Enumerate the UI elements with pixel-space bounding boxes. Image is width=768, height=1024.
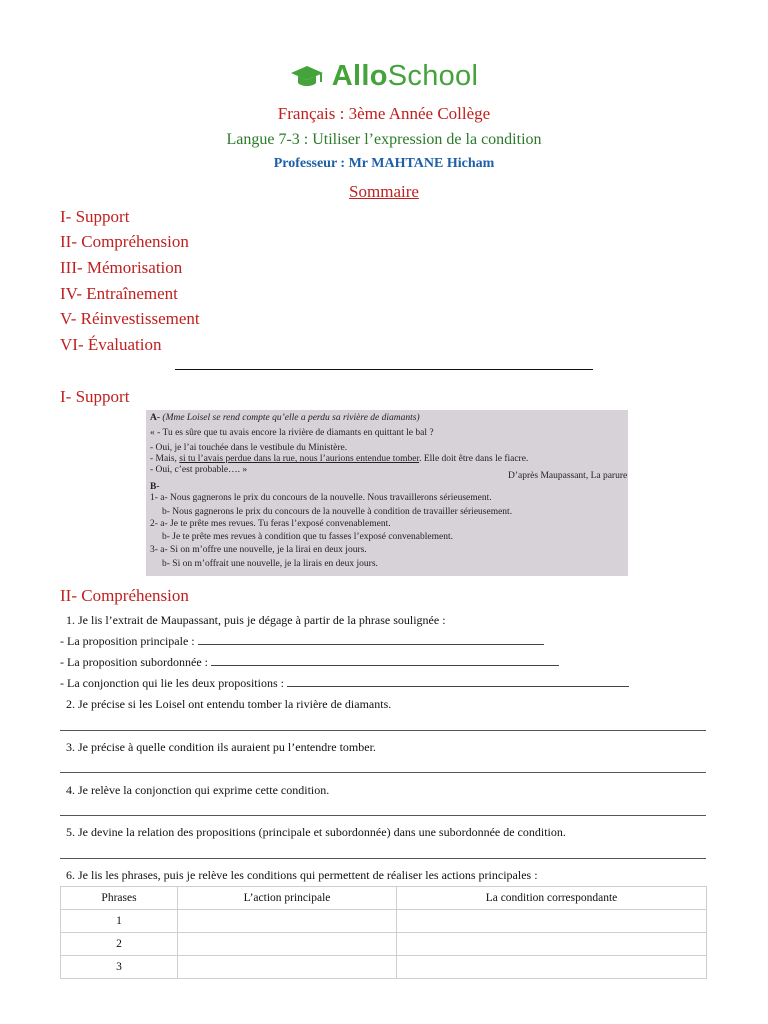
answer-conjunction: - La conjonction qui lie les deux propositions : bbox=[60, 676, 629, 691]
table-row bbox=[61, 933, 707, 956]
answer-blank[interactable] bbox=[211, 655, 559, 666]
row-number: 1 bbox=[61, 910, 178, 933]
lesson-title: Langue 7-3 : Utiliser l’expression de la condition bbox=[226, 131, 542, 148]
answer-line[interactable] bbox=[60, 772, 706, 773]
column-header: La condition correspondante bbox=[397, 887, 707, 910]
teacher-name: Professeur : Mr MAHTANE Hicham bbox=[273, 156, 495, 171]
answer-cell[interactable] bbox=[397, 933, 707, 956]
toc-item: I- Support bbox=[60, 207, 130, 226]
excerpt-line: - Oui, c’est probable…. » bbox=[150, 465, 248, 475]
toc-item: III- Mémorisation bbox=[60, 258, 183, 277]
excerpt-a-label: A- bbox=[150, 413, 163, 423]
excerpt-line: - Mais, si tu l’avais perdue dans la rue, nous l’aurions entendue tomber. Elle doit être dans le fiacre. bbox=[150, 454, 529, 464]
section-divider bbox=[175, 369, 593, 370]
question-6: 6. Je lis les phrases, puis je relève les conditions qui permettent de réaliser les actions principales : bbox=[66, 868, 538, 882]
excerpt-line: b- Nous gagnerons le prix du concours de la nouvelle à condition de travailler sérieusement. bbox=[162, 507, 513, 517]
support-heading: I- Support bbox=[60, 387, 130, 406]
table-row bbox=[61, 910, 707, 933]
question-2: 2. Je précise si les Loisel ont entendu tomber la rivière de diamants. bbox=[66, 697, 392, 711]
table-row bbox=[61, 956, 707, 979]
toc-item: II- Compréhension bbox=[60, 232, 189, 251]
toc-item: V- Réinvestissement bbox=[60, 309, 200, 328]
column-header: L’action principale bbox=[178, 887, 397, 910]
question-5: 5. Je devine la relation des propositions (principale et subordonnée) dans une subordonnée de condition. bbox=[66, 825, 566, 839]
excerpt-a-note: (Mme Loisel se rend compte qu’elle a perdu sa rivière de diamants) bbox=[162, 413, 420, 423]
excerpt-b-label: B- bbox=[150, 482, 160, 492]
excerpt-source: D’après Maupassant, La parure bbox=[508, 471, 628, 481]
answer-sub-clause: - La proposition subordonnée : bbox=[60, 655, 559, 670]
subject-title: Français : 3ème Année Collège bbox=[277, 104, 491, 123]
graduation-cap-icon bbox=[290, 64, 324, 90]
excerpt-line: - Oui, je l’ai touchée dans le vestibule du Ministère. bbox=[150, 443, 348, 453]
row-number: 2 bbox=[61, 933, 178, 956]
question-4: 4. Je relève la conjonction qui exprime cette condition. bbox=[66, 783, 330, 797]
answer-cell[interactable] bbox=[397, 910, 707, 933]
question-3: 3. Je précise à quelle condition ils auraient pu l’entendre tomber. bbox=[66, 740, 376, 754]
answer-blank[interactable] bbox=[287, 676, 629, 687]
column-header: Phrases bbox=[61, 887, 178, 910]
phrases-table bbox=[60, 886, 707, 979]
table-header-row bbox=[61, 887, 707, 910]
toc-item: VI- Évaluation bbox=[60, 335, 162, 354]
support-excerpt-box bbox=[146, 410, 628, 576]
excerpt-line: 3- a- Si on m’offre une nouvelle, je la lirai en deux jours. bbox=[150, 545, 367, 555]
question-1: 1. Je lis l’extrait de Maupassant, puis je dégage à partir de la phrase soulignée : bbox=[66, 613, 446, 627]
toc-item: IV- Entraînement bbox=[60, 284, 178, 303]
logo-text: AlloSchool bbox=[331, 60, 479, 92]
excerpt-line: 2- a- Je te prête mes revues. Tu feras l’exposé convenablement. bbox=[150, 519, 391, 529]
row-number: 3 bbox=[61, 956, 178, 979]
answer-cell[interactable] bbox=[178, 956, 397, 979]
answer-main-clause: - La proposition principale : bbox=[60, 634, 544, 649]
comprehension-heading: II- Compréhension bbox=[60, 586, 189, 605]
alloschool-logo bbox=[0, 60, 768, 100]
excerpt-line: b- Si on m’offrait une nouvelle, je la lirais en deux jours. bbox=[162, 559, 378, 569]
excerpt-line: b- Je te prête mes revues à condition que tu fasses l’exposé convenablement. bbox=[162, 532, 453, 542]
answer-line[interactable] bbox=[60, 858, 706, 859]
answer-cell[interactable] bbox=[178, 933, 397, 956]
excerpt-line: « - Tu es sûre que tu avais encore la rivière de diamants en quittant le bal ? bbox=[150, 428, 434, 438]
answer-line[interactable] bbox=[60, 815, 706, 816]
summary-title: Sommaire bbox=[349, 182, 419, 201]
answer-line[interactable] bbox=[60, 730, 706, 731]
answer-cell[interactable] bbox=[397, 956, 707, 979]
answer-blank[interactable] bbox=[198, 634, 544, 645]
answer-cell[interactable] bbox=[178, 910, 397, 933]
excerpt-line: 1- a- Nous gagnerons le prix du concours de la nouvelle. Nous travaillerons sérieusement. bbox=[150, 493, 492, 503]
underlined-sentence: si tu l’avais perdue dans la rue, nous l’aurions entendue tomber bbox=[179, 454, 420, 464]
